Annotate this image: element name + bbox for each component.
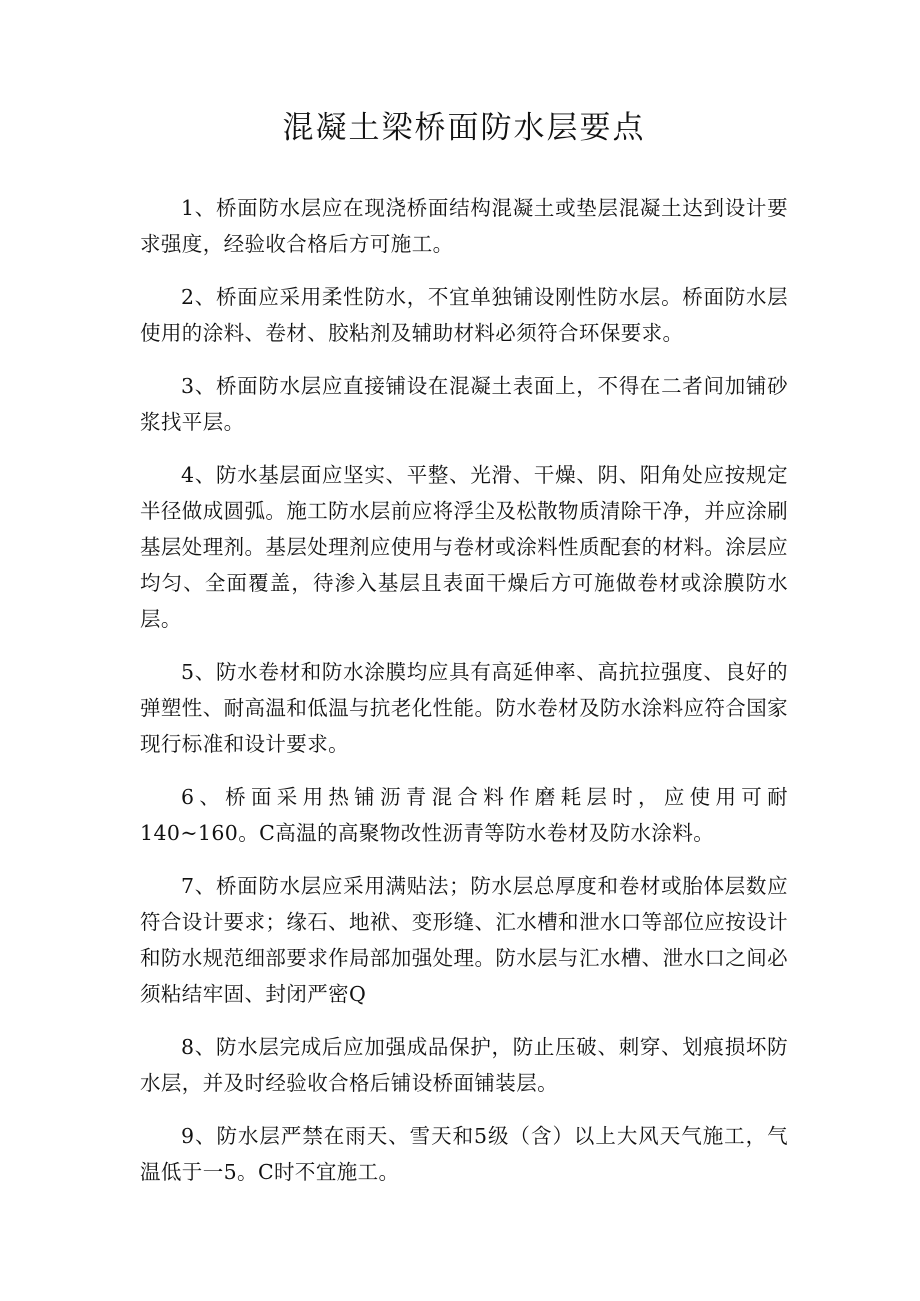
document-title: 混凝土梁桥面防水层要点 — [282, 110, 646, 146]
paragraph-6: 6、桥面采用热铺沥青混合料作磨耗层时，应使用可耐140~160。C高温的高聚物改性沥青等防水卷材及防水涂料。 — [140, 785, 788, 845]
paragraph-4: 4、防水基层面应坚实、平整、光滑、干燥、阴、阳角处应按规定半径做成圆弧。施工防水层前应将浮尘及松散物质清除干净，并应涂刷基层处理剂。基层处理剂应使用与卷材或涂料性质配套的材料。涂层应均匀、全面覆盖，待渗入基层且表面干燥后方可施做卷材或涂膜防水层。 — [140, 463, 788, 631]
paragraph-7: 7、桥面防水层应采用满贴法；防水层总厚度和卷材或胎体层数应符合设计要求；缘石、地袱、变形缝、汇水槽和泄水口等部位应按设计和防水规范细部要求作局部加强处理。防水层与汇水槽、泄水口之间必须粘结牢固、封闭严密Q — [140, 874, 788, 1006]
paragraph-5: 5、防水卷材和防水涂膜均应具有高延伸率、高抗拉强度、良好的弹塑性、耐高温和低温与抗老化性能。防水卷材及防水涂料应符合国家现行标准和设计要求。 — [140, 660, 788, 756]
paragraph-8: 8、防水层完成后应加强成品保护，防止压破、刺穿、划痕损坏防水层，并及时经验收合格后铺设桥面铺装层。 — [140, 1035, 788, 1095]
paragraph-3: 3、桥面防水层应直接铺设在混凝土表面上，不得在二者间加铺砂浆找平层。 — [140, 374, 788, 434]
paragraph-9: 9、防水层严禁在雨天、雪天和5级（含）以上大风天气施工，气温低于一5。C时不宜施工。 — [140, 1124, 788, 1184]
paragraph-2: 2、桥面应采用柔性防水，不宜单独铺设刚性防水层。桥面防水层使用的涂料、卷材、胶粘剂及辅助材料必须符合环保要求。 — [140, 285, 788, 345]
paragraph-1: 1、桥面防水层应在现浇桥面结构混凝土或垫层混凝土达到设计要求强度，经验收合格后方可施工。 — [140, 196, 788, 256]
